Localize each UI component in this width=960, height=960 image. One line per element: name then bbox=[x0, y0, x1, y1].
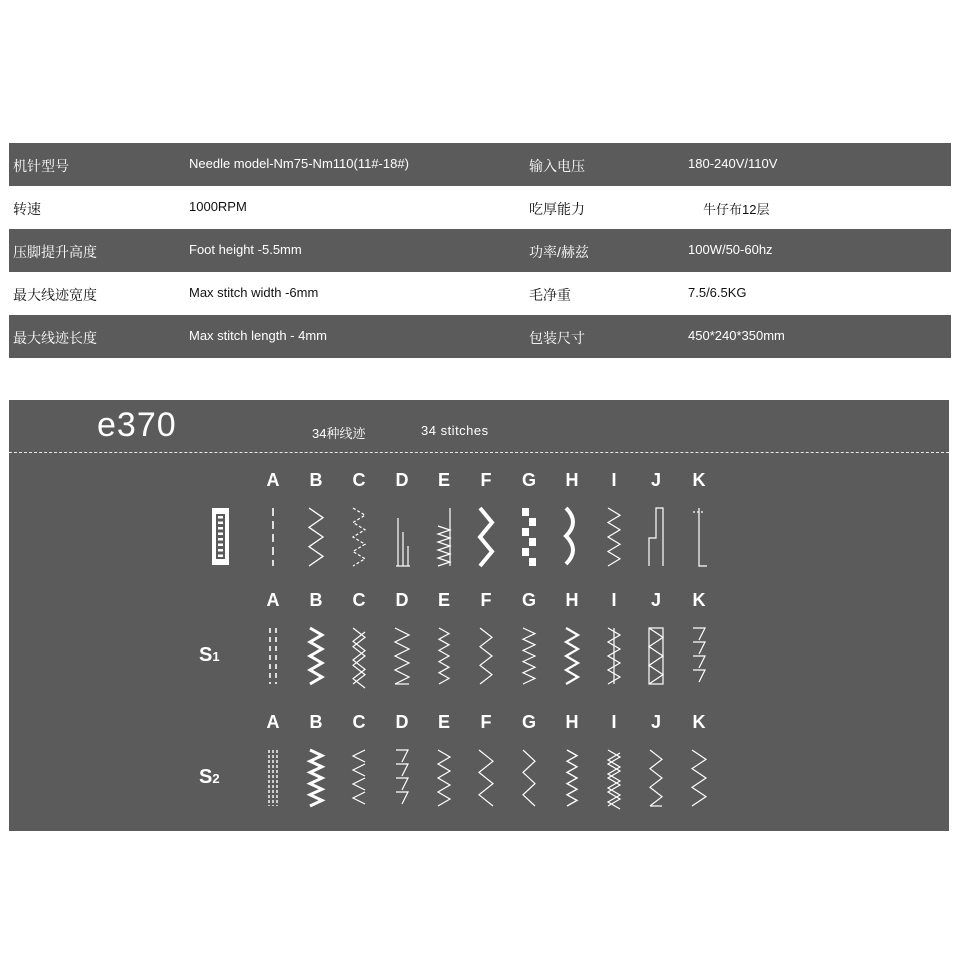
spec-value: 100W/50-60hz bbox=[688, 242, 773, 257]
spec-value: Max stitch width -6mm bbox=[189, 285, 319, 300]
spec-row bbox=[9, 229, 951, 272]
spec-label: 压脚提升高度 bbox=[13, 244, 97, 260]
buttonhole-icon bbox=[218, 538, 223, 541]
stitch-letter: B bbox=[309, 470, 323, 490]
stitch-letter: E bbox=[437, 590, 450, 610]
stitch-icon bbox=[522, 548, 529, 556]
stitch-panel bbox=[9, 400, 949, 831]
spec-label: 机针型号 bbox=[13, 158, 69, 174]
stitch-icon bbox=[649, 628, 663, 684]
spec-row bbox=[9, 186, 951, 229]
spec-value: 180-240V/110V bbox=[688, 156, 778, 171]
stitch-icon bbox=[438, 750, 450, 806]
spec-value: 450*240*350mm bbox=[688, 328, 785, 343]
stitch-icon bbox=[309, 508, 323, 566]
buttonhole-icon bbox=[218, 533, 223, 536]
spec-row bbox=[9, 143, 951, 186]
stitch-letter: A bbox=[266, 712, 280, 732]
stitch-icon bbox=[353, 792, 365, 804]
stitch-icon bbox=[566, 628, 578, 684]
stitch-icon bbox=[693, 656, 705, 668]
stitch-icon bbox=[529, 558, 536, 566]
stitch-letter: B bbox=[309, 590, 323, 610]
buttonhole-icon bbox=[216, 514, 225, 559]
stitch-icon bbox=[310, 628, 322, 684]
stitch-letter: D bbox=[395, 590, 409, 610]
stitch-icon bbox=[353, 764, 365, 776]
stitch-letter: H bbox=[565, 590, 579, 610]
stitch-letter: H bbox=[565, 712, 579, 732]
stitch-icon bbox=[395, 628, 409, 684]
stitch-icon bbox=[567, 750, 577, 806]
spec-row bbox=[9, 272, 951, 315]
stitch-letter: C bbox=[352, 590, 366, 610]
stitch-icon bbox=[522, 508, 529, 516]
stitch-letter: K bbox=[692, 470, 706, 490]
stitch-letter: F bbox=[480, 712, 492, 732]
stitch-icon bbox=[480, 628, 492, 684]
stitch-letter: J bbox=[650, 470, 661, 490]
spec-label: 功率/赫兹 bbox=[529, 244, 589, 260]
stitch-icon bbox=[529, 518, 536, 526]
stitch-letter: J bbox=[650, 590, 661, 610]
stitch-letter: E bbox=[437, 470, 450, 490]
stitch-icon bbox=[693, 628, 705, 640]
stitch-icon bbox=[649, 508, 663, 566]
stitch-icon bbox=[353, 508, 365, 566]
stitch-icon bbox=[650, 750, 662, 806]
spec-label: 毛净重 bbox=[529, 287, 571, 303]
stitch-letter: F bbox=[480, 470, 492, 490]
buttonhole-icon bbox=[218, 544, 223, 547]
stitch-icon bbox=[396, 778, 408, 790]
spec-value: Needle model-Nm75-Nm110(11#-18#) bbox=[189, 156, 409, 171]
spec-label: 包装尺寸 bbox=[529, 330, 585, 346]
stitch-icon bbox=[353, 750, 365, 762]
stitch-icon bbox=[699, 508, 707, 566]
spec-value: 牛仔布12层 bbox=[703, 202, 770, 217]
stitch-icon bbox=[479, 750, 493, 806]
stitch-letter: I bbox=[611, 470, 617, 490]
spec-value: 7.5/6.5KG bbox=[688, 285, 747, 300]
spec-label: 最大线迹宽度 bbox=[13, 287, 97, 303]
row-label-sub: 2 bbox=[212, 771, 220, 786]
stitch-letter: G bbox=[521, 590, 536, 610]
spec-label: 吃厚能力 bbox=[529, 201, 585, 217]
stitch-letter: C bbox=[352, 712, 366, 732]
stitch-letter: G bbox=[521, 470, 536, 490]
stitch-icon bbox=[438, 526, 450, 566]
spec-value: 1000RPM bbox=[189, 199, 247, 214]
stitch-icon bbox=[396, 750, 408, 762]
stitch-icon bbox=[693, 670, 705, 682]
stitch-icon bbox=[529, 538, 536, 546]
stitch-icon bbox=[480, 508, 492, 566]
spec-label: 最大线迹长度 bbox=[13, 330, 97, 346]
stitch-letter: G bbox=[521, 712, 536, 732]
stitch-icon bbox=[693, 642, 705, 654]
stitch-letter: K bbox=[692, 590, 706, 610]
buttonhole-icon bbox=[218, 527, 223, 530]
stitch-letter: E bbox=[437, 712, 450, 732]
model-name: e370 bbox=[97, 406, 177, 444]
stitch-icon bbox=[310, 750, 322, 806]
stitch-icon bbox=[522, 528, 529, 536]
stitch-letter: F bbox=[480, 590, 492, 610]
stitch-icon bbox=[523, 628, 535, 684]
buttonhole-icon bbox=[218, 549, 223, 552]
stitch-letter: D bbox=[395, 712, 409, 732]
stitch-icon bbox=[523, 750, 535, 806]
stitch-icon bbox=[566, 508, 573, 564]
spec-row bbox=[9, 315, 951, 358]
stitch-icon bbox=[396, 764, 408, 776]
stitch-icon bbox=[692, 750, 706, 806]
stitch-letter: C bbox=[352, 470, 366, 490]
stitch-icon bbox=[608, 508, 620, 566]
stitch-count-en: 34 stitches bbox=[421, 423, 489, 438]
spec-label: 转速 bbox=[13, 201, 41, 217]
spec-value: Max stitch length - 4mm bbox=[189, 328, 327, 343]
row-label-main: S bbox=[199, 766, 213, 788]
stitch-icon bbox=[396, 792, 408, 804]
buttonhole-icon bbox=[218, 522, 223, 525]
buttonhole-icon bbox=[218, 516, 223, 519]
stitch-letter: I bbox=[611, 712, 617, 732]
stitch-letter: K bbox=[692, 712, 706, 732]
stitch-icons bbox=[9, 400, 949, 831]
stitch-letter: D bbox=[395, 470, 409, 490]
stitch-count-cn: 34种线迹 bbox=[312, 426, 366, 441]
spec-label: 输入电压 bbox=[529, 158, 585, 174]
stitch-icon bbox=[353, 778, 365, 790]
stitch-letter: B bbox=[309, 712, 323, 732]
row-label-sub: 1 bbox=[212, 649, 220, 664]
spec-value: Foot height -5.5mm bbox=[189, 242, 302, 257]
stitch-letter: A bbox=[266, 470, 280, 490]
stitch-letter: J bbox=[650, 712, 661, 732]
spec-table bbox=[9, 143, 951, 358]
stitch-letter: I bbox=[611, 590, 617, 610]
stitch-icon bbox=[439, 628, 449, 684]
stitch-letter: H bbox=[565, 470, 579, 490]
buttonhole-icon bbox=[218, 555, 223, 558]
stitch-letter: A bbox=[266, 590, 280, 610]
row-label-main: S bbox=[199, 644, 213, 666]
